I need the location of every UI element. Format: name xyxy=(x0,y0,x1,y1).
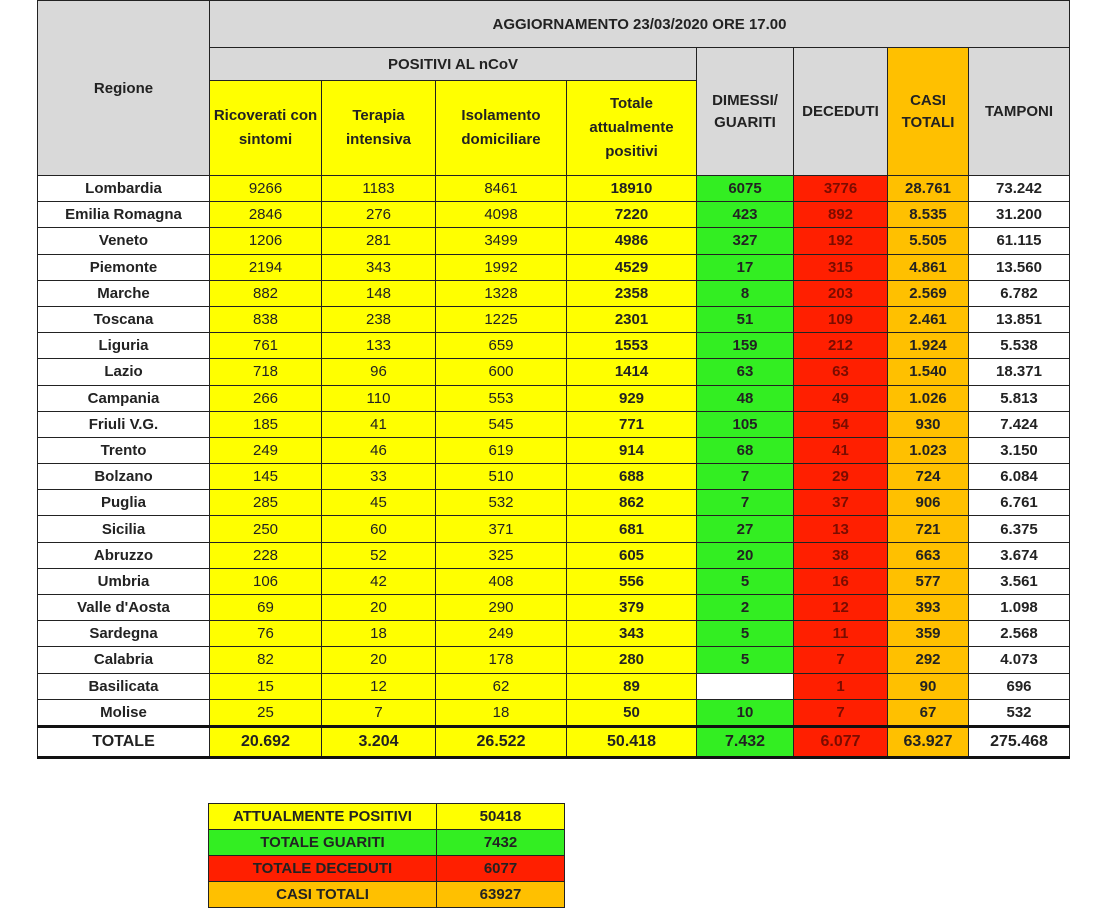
cell-deceduti: 212 xyxy=(794,333,888,359)
totals-terapia: 3.204 xyxy=(322,726,436,757)
cell-dimessi: 51 xyxy=(697,306,794,332)
cell-regione: Piemonte xyxy=(38,254,210,280)
cell-regione: Puglia xyxy=(38,490,210,516)
cell-isolamento: 8461 xyxy=(436,176,567,202)
cell-terapia: 60 xyxy=(322,516,436,542)
cell-deceduti: 16 xyxy=(794,568,888,594)
totals-tamponi: 275.468 xyxy=(969,726,1070,757)
header-positivi-group: POSITIVI AL nCoV xyxy=(210,48,697,81)
cell-isolamento: 532 xyxy=(436,490,567,516)
cell-casi: 663 xyxy=(888,542,969,568)
cell-casi: 393 xyxy=(888,595,969,621)
cell-regione: Abruzzo xyxy=(38,542,210,568)
cell-dimessi: 5 xyxy=(697,568,794,594)
cell-ricoverati: 266 xyxy=(210,385,322,411)
cell-terapia: 33 xyxy=(322,464,436,490)
cell-regione: Veneto xyxy=(38,228,210,254)
cell-ricoverati: 228 xyxy=(210,542,322,568)
cell-totale: 556 xyxy=(567,568,697,594)
cell-regione: Umbria xyxy=(38,568,210,594)
cell-tamponi: 6.084 xyxy=(969,464,1070,490)
cell-ricoverati: 285 xyxy=(210,490,322,516)
table-row xyxy=(38,176,1070,202)
cell-ricoverati: 82 xyxy=(210,647,322,673)
cell-totale: 4986 xyxy=(567,228,697,254)
cell-casi: 1.924 xyxy=(888,333,969,359)
cell-dimessi: 5 xyxy=(697,647,794,673)
cell-deceduti: 109 xyxy=(794,306,888,332)
cell-deceduti: 54 xyxy=(794,411,888,437)
cell-isolamento: 4098 xyxy=(436,202,567,228)
cell-totale: 50 xyxy=(567,699,697,726)
cell-tamponi: 696 xyxy=(969,673,1070,699)
cell-regione: Sicilia xyxy=(38,516,210,542)
cell-terapia: 12 xyxy=(322,673,436,699)
cell-casi: 2.461 xyxy=(888,306,969,332)
cell-terapia: 45 xyxy=(322,490,436,516)
table-row xyxy=(38,254,1070,280)
cell-tamponi: 73.242 xyxy=(969,176,1070,202)
cell-ricoverati: 2846 xyxy=(210,202,322,228)
table-row xyxy=(38,673,1070,699)
summary-value: 50418 xyxy=(437,804,565,830)
cell-deceduti: 63 xyxy=(794,359,888,385)
table-row xyxy=(38,385,1070,411)
cell-tamponi: 61.115 xyxy=(969,228,1070,254)
cell-isolamento: 290 xyxy=(436,595,567,621)
cell-ricoverati: 2194 xyxy=(210,254,322,280)
table-body xyxy=(38,176,1070,727)
table-row xyxy=(38,490,1070,516)
summary-label: TOTALE GUARITI xyxy=(209,830,437,856)
cell-tamponi: 6.375 xyxy=(969,516,1070,542)
cell-ricoverati: 106 xyxy=(210,568,322,594)
cell-isolamento: 3499 xyxy=(436,228,567,254)
cell-ricoverati: 718 xyxy=(210,359,322,385)
table-row xyxy=(38,699,1070,726)
cell-tamponi: 3.674 xyxy=(969,542,1070,568)
totals-row xyxy=(38,726,1070,757)
cell-tamponi: 31.200 xyxy=(969,202,1070,228)
cell-ricoverati: 250 xyxy=(210,516,322,542)
cell-terapia: 20 xyxy=(322,647,436,673)
cell-deceduti: 1 xyxy=(794,673,888,699)
cell-dimessi: 423 xyxy=(697,202,794,228)
covid-regional-table xyxy=(37,0,1070,759)
header-terapia: Terapia intensiva xyxy=(322,81,436,176)
table-row xyxy=(38,437,1070,463)
cell-casi: 359 xyxy=(888,621,969,647)
cell-terapia: 1183 xyxy=(322,176,436,202)
cell-tamponi: 13.560 xyxy=(969,254,1070,280)
summary-value: 63927 xyxy=(437,882,565,908)
cell-deceduti: 41 xyxy=(794,437,888,463)
totals-dimessi: 7.432 xyxy=(697,726,794,757)
cell-totale: 18910 xyxy=(567,176,697,202)
cell-isolamento: 659 xyxy=(436,333,567,359)
cell-isolamento: 545 xyxy=(436,411,567,437)
cell-terapia: 20 xyxy=(322,595,436,621)
cell-casi: 28.761 xyxy=(888,176,969,202)
page-title: AGGIORNAMENTO 23/03/2020 ORE 17.00 xyxy=(210,1,1070,48)
cell-casi: 67 xyxy=(888,699,969,726)
cell-casi: 577 xyxy=(888,568,969,594)
table-row xyxy=(38,595,1070,621)
cell-totale: 605 xyxy=(567,542,697,568)
cell-terapia: 238 xyxy=(322,306,436,332)
summary-row-guariti xyxy=(209,830,565,856)
cell-terapia: 7 xyxy=(322,699,436,726)
summary-row-positivi xyxy=(209,804,565,830)
cell-dimessi: 8 xyxy=(697,280,794,306)
cell-isolamento: 18 xyxy=(436,699,567,726)
header-casi-totali: CASI TOTALI xyxy=(888,48,969,176)
cell-regione: Trento xyxy=(38,437,210,463)
table-row xyxy=(38,516,1070,542)
cell-isolamento: 600 xyxy=(436,359,567,385)
cell-casi: 5.505 xyxy=(888,228,969,254)
cell-totale: 1553 xyxy=(567,333,697,359)
cell-tamponi: 4.073 xyxy=(969,647,1070,673)
cell-isolamento: 1328 xyxy=(436,280,567,306)
cell-regione: Basilicata xyxy=(38,673,210,699)
cell-isolamento: 178 xyxy=(436,647,567,673)
summary-value: 7432 xyxy=(437,830,565,856)
totals-deceduti: 6.077 xyxy=(794,726,888,757)
cell-isolamento: 619 xyxy=(436,437,567,463)
cell-casi: 724 xyxy=(888,464,969,490)
totals-isolamento: 26.522 xyxy=(436,726,567,757)
cell-dimessi xyxy=(697,673,794,699)
header-tamponi: TAMPONI xyxy=(969,48,1070,176)
cell-regione: Friuli V.G. xyxy=(38,411,210,437)
table-row xyxy=(38,228,1070,254)
cell-totale: 280 xyxy=(567,647,697,673)
cell-totale: 914 xyxy=(567,437,697,463)
cell-terapia: 281 xyxy=(322,228,436,254)
cell-dimessi: 7 xyxy=(697,490,794,516)
cell-isolamento: 371 xyxy=(436,516,567,542)
cell-ricoverati: 882 xyxy=(210,280,322,306)
cell-casi: 4.861 xyxy=(888,254,969,280)
cell-deceduti: 13 xyxy=(794,516,888,542)
cell-deceduti: 11 xyxy=(794,621,888,647)
table-row xyxy=(38,647,1070,673)
cell-dimessi: 48 xyxy=(697,385,794,411)
cell-deceduti: 315 xyxy=(794,254,888,280)
cell-casi: 292 xyxy=(888,647,969,673)
cell-dimessi: 5 xyxy=(697,621,794,647)
cell-isolamento: 325 xyxy=(436,542,567,568)
cell-casi: 721 xyxy=(888,516,969,542)
totals-ricoverati: 20.692 xyxy=(210,726,322,757)
cell-deceduti: 7 xyxy=(794,647,888,673)
cell-casi: 1.023 xyxy=(888,437,969,463)
cell-terapia: 343 xyxy=(322,254,436,280)
cell-terapia: 42 xyxy=(322,568,436,594)
cell-dimessi: 105 xyxy=(697,411,794,437)
cell-totale: 379 xyxy=(567,595,697,621)
cell-tamponi: 532 xyxy=(969,699,1070,726)
cell-regione: Lazio xyxy=(38,359,210,385)
table-row xyxy=(38,568,1070,594)
cell-totale: 929 xyxy=(567,385,697,411)
cell-dimessi: 20 xyxy=(697,542,794,568)
cell-ricoverati: 249 xyxy=(210,437,322,463)
cell-casi: 90 xyxy=(888,673,969,699)
cell-casi: 1.540 xyxy=(888,359,969,385)
cell-terapia: 52 xyxy=(322,542,436,568)
cell-deceduti: 7 xyxy=(794,699,888,726)
cell-casi: 2.569 xyxy=(888,280,969,306)
cell-deceduti: 49 xyxy=(794,385,888,411)
table-row xyxy=(38,359,1070,385)
cell-regione: Calabria xyxy=(38,647,210,673)
cell-tamponi: 13.851 xyxy=(969,306,1070,332)
cell-isolamento: 249 xyxy=(436,621,567,647)
cell-regione: Campania xyxy=(38,385,210,411)
cell-deceduti: 892 xyxy=(794,202,888,228)
cell-casi: 906 xyxy=(888,490,969,516)
cell-totale: 771 xyxy=(567,411,697,437)
cell-totale: 89 xyxy=(567,673,697,699)
cell-totale: 1414 xyxy=(567,359,697,385)
table-row xyxy=(38,411,1070,437)
cell-regione: Marche xyxy=(38,280,210,306)
cell-deceduti: 12 xyxy=(794,595,888,621)
cell-dimessi: 159 xyxy=(697,333,794,359)
header-ricoverati: Ricoverati con sintomi xyxy=(210,81,322,176)
cell-terapia: 96 xyxy=(322,359,436,385)
summary-label: TOTALE DECEDUTI xyxy=(209,856,437,882)
header-regione: Regione xyxy=(38,1,210,176)
cell-dimessi: 63 xyxy=(697,359,794,385)
cell-deceduti: 29 xyxy=(794,464,888,490)
header-isolamento: Isolamento domiciliare xyxy=(436,81,567,176)
cell-ricoverati: 185 xyxy=(210,411,322,437)
cell-ricoverati: 76 xyxy=(210,621,322,647)
cell-regione: Emilia Romagna xyxy=(38,202,210,228)
cell-ricoverati: 838 xyxy=(210,306,322,332)
cell-casi: 930 xyxy=(888,411,969,437)
cell-deceduti: 203 xyxy=(794,280,888,306)
cell-regione: Bolzano xyxy=(38,464,210,490)
cell-tamponi: 5.813 xyxy=(969,385,1070,411)
cell-totale: 681 xyxy=(567,516,697,542)
cell-tamponi: 18.371 xyxy=(969,359,1070,385)
cell-tamponi: 3.150 xyxy=(969,437,1070,463)
cell-tamponi: 6.761 xyxy=(969,490,1070,516)
summary-label: ATTUALMENTE POSITIVI xyxy=(209,804,437,830)
table-row xyxy=(38,280,1070,306)
cell-regione: Lombardia xyxy=(38,176,210,202)
cell-terapia: 133 xyxy=(322,333,436,359)
cell-regione: Valle d'Aosta xyxy=(38,595,210,621)
summary-row-casi xyxy=(209,882,565,908)
cell-isolamento: 510 xyxy=(436,464,567,490)
cell-regione: Sardegna xyxy=(38,621,210,647)
cell-deceduti: 37 xyxy=(794,490,888,516)
cell-totale: 4529 xyxy=(567,254,697,280)
cell-terapia: 41 xyxy=(322,411,436,437)
cell-deceduti: 192 xyxy=(794,228,888,254)
summary-table xyxy=(208,803,565,908)
table-row xyxy=(38,202,1070,228)
cell-ricoverati: 9266 xyxy=(210,176,322,202)
cell-totale: 2358 xyxy=(567,280,697,306)
table-row xyxy=(38,306,1070,332)
cell-ricoverati: 69 xyxy=(210,595,322,621)
cell-ricoverati: 145 xyxy=(210,464,322,490)
cell-ricoverati: 761 xyxy=(210,333,322,359)
cell-regione: Toscana xyxy=(38,306,210,332)
cell-terapia: 110 xyxy=(322,385,436,411)
cell-dimessi: 7 xyxy=(697,464,794,490)
cell-terapia: 46 xyxy=(322,437,436,463)
totals-casi: 63.927 xyxy=(888,726,969,757)
cell-tamponi: 5.538 xyxy=(969,333,1070,359)
header-deceduti: DECEDUTI xyxy=(794,48,888,176)
cell-tamponi: 6.782 xyxy=(969,280,1070,306)
cell-ricoverati: 1206 xyxy=(210,228,322,254)
cell-dimessi: 6075 xyxy=(697,176,794,202)
cell-tamponi: 7.424 xyxy=(969,411,1070,437)
header-dimessi: DIMESSI/ GUARITI xyxy=(697,48,794,176)
cell-totale: 688 xyxy=(567,464,697,490)
cell-ricoverati: 15 xyxy=(210,673,322,699)
summary-value: 6077 xyxy=(437,856,565,882)
cell-dimessi: 10 xyxy=(697,699,794,726)
table-row xyxy=(38,621,1070,647)
totals-label: TOTALE xyxy=(38,726,210,757)
cell-totale: 862 xyxy=(567,490,697,516)
cell-terapia: 148 xyxy=(322,280,436,306)
cell-isolamento: 1992 xyxy=(436,254,567,280)
cell-isolamento: 1225 xyxy=(436,306,567,332)
cell-isolamento: 553 xyxy=(436,385,567,411)
header-totale-positivi: Totale attualmente positivi xyxy=(567,81,697,176)
totals-positivi: 50.418 xyxy=(567,726,697,757)
cell-totale: 343 xyxy=(567,621,697,647)
cell-isolamento: 62 xyxy=(436,673,567,699)
cell-terapia: 276 xyxy=(322,202,436,228)
summary-label: CASI TOTALI xyxy=(209,882,437,908)
table-row xyxy=(38,542,1070,568)
cell-dimessi: 17 xyxy=(697,254,794,280)
cell-deceduti: 3776 xyxy=(794,176,888,202)
cell-tamponi: 3.561 xyxy=(969,568,1070,594)
cell-dimessi: 2 xyxy=(697,595,794,621)
cell-tamponi: 2.568 xyxy=(969,621,1070,647)
cell-terapia: 18 xyxy=(322,621,436,647)
table-row xyxy=(38,464,1070,490)
cell-totale: 7220 xyxy=(567,202,697,228)
table-row xyxy=(38,333,1070,359)
cell-dimessi: 27 xyxy=(697,516,794,542)
cell-dimessi: 327 xyxy=(697,228,794,254)
summary-row-deceduti xyxy=(209,856,565,882)
cell-deceduti: 38 xyxy=(794,542,888,568)
cell-ricoverati: 25 xyxy=(210,699,322,726)
cell-regione: Molise xyxy=(38,699,210,726)
cell-isolamento: 408 xyxy=(436,568,567,594)
cell-regione: Liguria xyxy=(38,333,210,359)
cell-tamponi: 1.098 xyxy=(969,595,1070,621)
cell-casi: 8.535 xyxy=(888,202,969,228)
cell-dimessi: 68 xyxy=(697,437,794,463)
cell-totale: 2301 xyxy=(567,306,697,332)
cell-casi: 1.026 xyxy=(888,385,969,411)
